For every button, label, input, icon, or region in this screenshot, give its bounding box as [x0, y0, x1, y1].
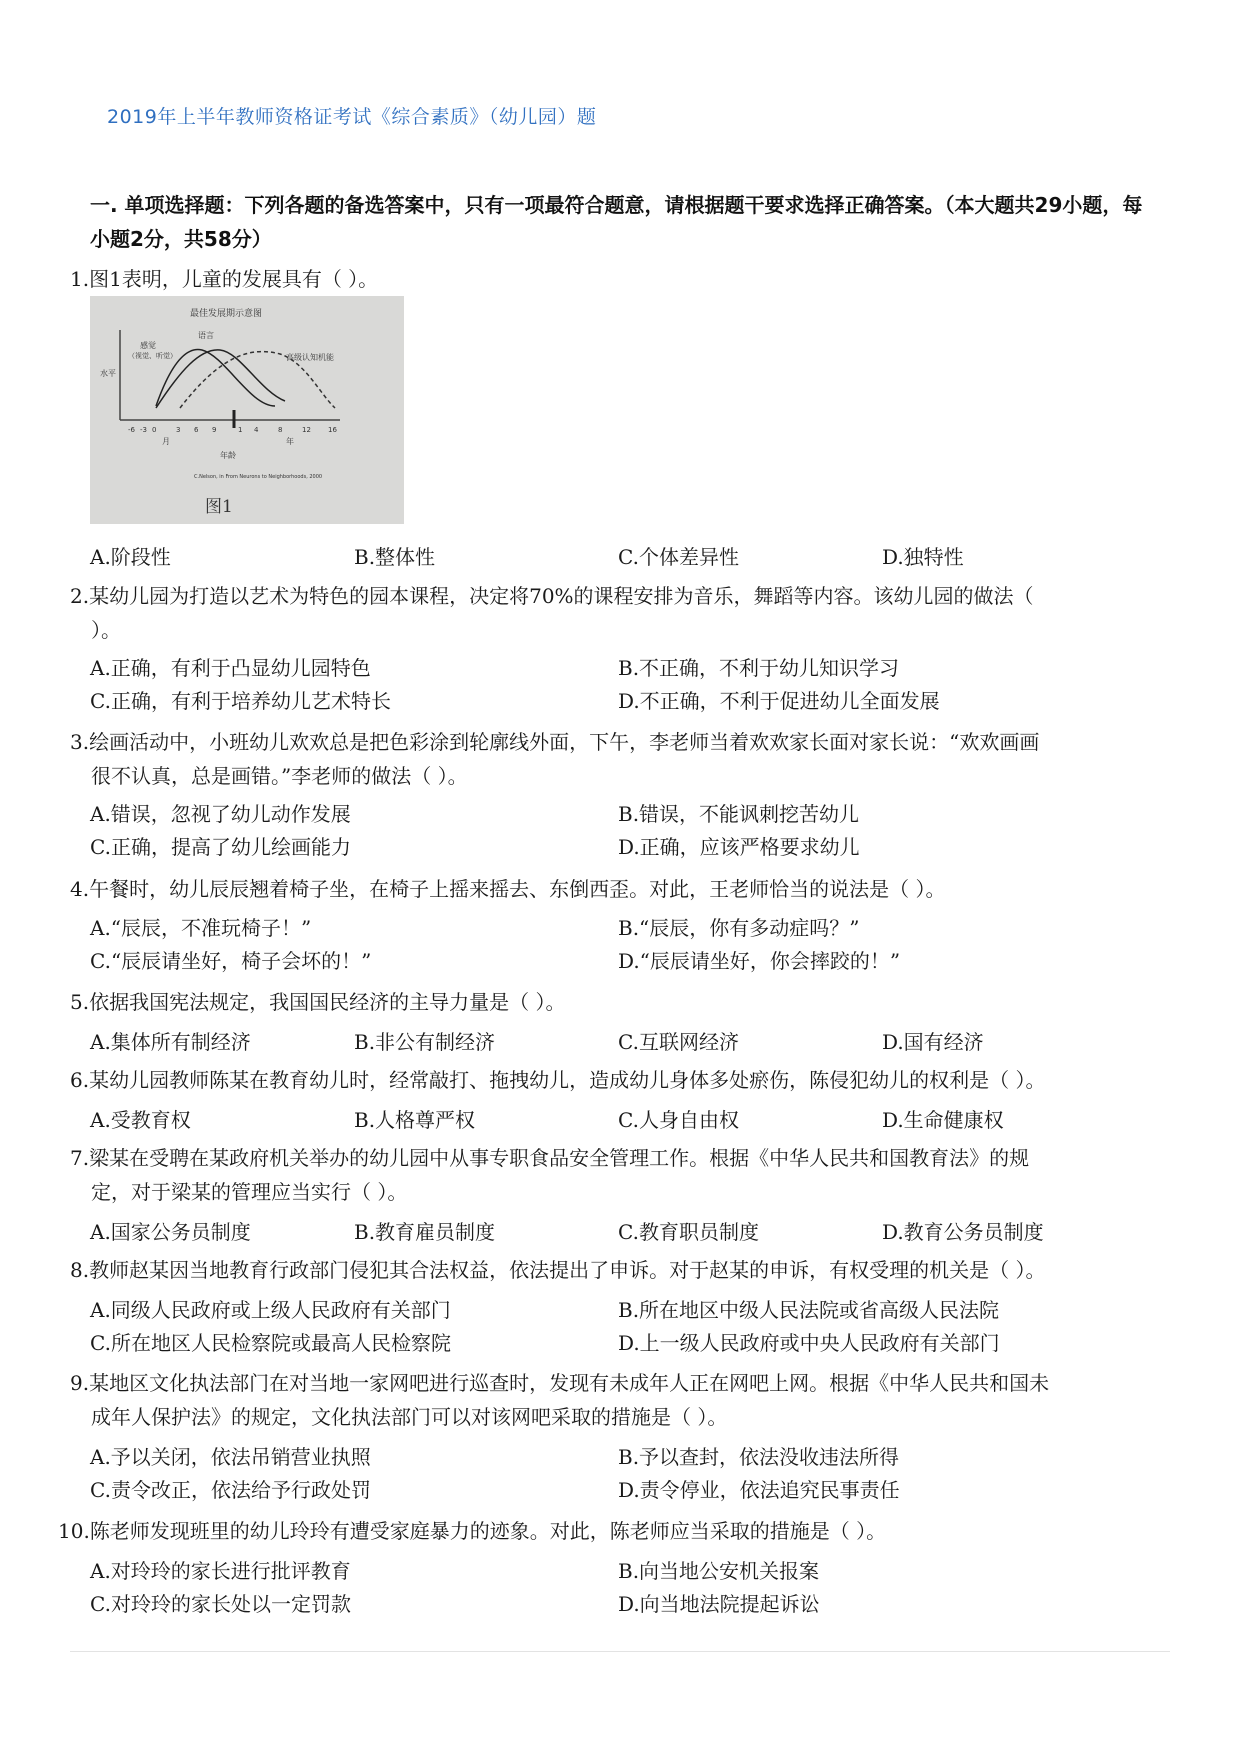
option-a[interactable]: A.阶段性 — [90, 545, 171, 569]
option-a[interactable]: A.予以关闭，依法吊销营业执照 — [90, 1445, 371, 1469]
question-text: 午餐时，幼儿辰辰翘着椅子坐，在椅子上摇来摇去、东倒西歪。对此，王老师恰当的说法是（ ）。 — [89, 877, 946, 901]
option-c[interactable]: C.人身自由权 — [618, 1108, 739, 1132]
option-c[interactable]: C.“辰辰请坐好，椅子会坏的！” — [90, 949, 372, 973]
question-number: 10. — [58, 1519, 90, 1543]
option-a[interactable]: A.对玲玲的家长进行批评教育 — [90, 1559, 351, 1583]
question-9-options — [90, 1441, 1150, 1507]
cognitive-label: 高级认知机能 — [286, 353, 334, 362]
option-d[interactable]: D.国有经济 — [882, 1030, 984, 1054]
question-number: 3. — [70, 730, 90, 754]
development-chart — [90, 296, 404, 524]
sense-sub-label: （视觉、听觉） — [128, 352, 177, 360]
question-text-cont: ）。 — [91, 618, 121, 642]
question-2-options — [90, 652, 1150, 718]
y-axis-label: 水平 — [100, 369, 116, 378]
option-b[interactable]: B.向当地公安机关报案 — [618, 1559, 820, 1583]
option-b[interactable]: B.人格尊严权 — [354, 1108, 476, 1132]
option-c[interactable]: C.责令改正，依法给予行政处罚 — [90, 1478, 371, 1502]
question-number: 8. — [70, 1258, 90, 1282]
option-a[interactable]: A.集体所有制经济 — [90, 1030, 251, 1054]
x-tick-label: 1 — [238, 426, 243, 434]
option-b[interactable]: B.错误，不能讽刺挖苦幼儿 — [618, 802, 860, 826]
option-d[interactable]: D.生命健康权 — [882, 1108, 1004, 1132]
question-number: 9. — [70, 1371, 90, 1395]
question-3-options — [90, 798, 1150, 864]
development-figure — [90, 296, 404, 524]
question-8-options — [90, 1294, 1150, 1360]
question-number: 6. — [70, 1068, 90, 1092]
year-label: 年 — [286, 437, 294, 446]
option-d[interactable]: D.不正确，不利于促进幼儿全面发展 — [618, 689, 940, 713]
option-d[interactable]: D.责令停业，依法追究民事责任 — [618, 1478, 900, 1502]
question-5 — [70, 985, 1150, 1019]
question-8 — [70, 1253, 1150, 1287]
x-tick-label: 8 — [278, 426, 283, 434]
x-tick-label: 3 — [176, 426, 181, 434]
option-d[interactable]: D.“辰辰请坐好，你会摔跤的！” — [618, 949, 901, 973]
section-heading: 一. 单项选择题：下列各题的备选答案中，只有一项最符合题意，请根据题干要求选择正确答案。（本大题共29小题，每小题2分，共58分） — [90, 193, 1143, 251]
question-text: 教师赵某因当地教育行政部门侵犯其合法权益，依法提出了申诉。对于赵某的申诉，有权受理的机关是（ ）。 — [89, 1258, 1046, 1282]
question-10 — [58, 1514, 1138, 1548]
question-text: 图1表明，儿童的发展具有（ ）。 — [89, 267, 379, 291]
question-number: 5. — [70, 990, 90, 1014]
figure-credit: C.Nelson, in From Neurons to Neighborhoods, 2000 — [194, 474, 323, 480]
bottom-divider — [70, 1651, 1170, 1652]
option-d[interactable]: D.正确，应该严格要求幼儿 — [618, 835, 860, 859]
question-1 — [70, 262, 1150, 296]
question-9 — [70, 1366, 1150, 1434]
option-b[interactable]: B.予以查封，依法没收违法所得 — [618, 1445, 900, 1469]
question-2 — [70, 579, 1150, 647]
question-text-cont: 很不认真，总是画错。”李老师的做法（ ）。 — [91, 764, 468, 788]
option-b[interactable]: B.非公有制经济 — [354, 1030, 496, 1054]
x-tick-label: 0 — [152, 426, 157, 434]
question-7 — [70, 1141, 1150, 1209]
question-number: 2. — [70, 584, 90, 608]
option-d[interactable]: D.教育公务员制度 — [882, 1220, 1044, 1244]
figure-label: 图1 — [205, 497, 233, 517]
option-c[interactable]: C.正确，提高了幼儿绘画能力 — [90, 835, 351, 859]
x-tick-label: 12 — [302, 426, 311, 434]
option-a[interactable]: A.同级人民政府或上级人民政府有关部门 — [90, 1298, 451, 1322]
question-number: 4. — [70, 877, 90, 901]
option-d[interactable]: D.上一级人民政府或中央人民政府有关部门 — [618, 1331, 1000, 1355]
option-a[interactable]: A.国家公务员制度 — [90, 1220, 251, 1244]
option-c[interactable]: C.所在地区人民检察院或最高人民检察院 — [90, 1331, 451, 1355]
language-label: 语言 — [198, 331, 214, 340]
option-c[interactable]: C.对玲玲的家长处以一定罚款 — [90, 1592, 351, 1616]
sense-label: 感觉 — [140, 341, 156, 350]
question-4 — [70, 872, 1150, 906]
option-b[interactable]: B.“辰辰，你有多动症吗？” — [618, 916, 860, 940]
option-d[interactable]: D.独特性 — [882, 545, 964, 569]
question-text: 陈老师发现班里的幼儿玲玲有遭受家庭暴力的迹象。对此，陈老师应当采取的措施是（ ）。 — [89, 1519, 887, 1543]
month-label: 月 — [162, 437, 170, 446]
question-4-options — [90, 912, 1150, 978]
question-text: 梁某在受聘在某政府机关举办的幼儿园中从事专职食品安全管理工作。根据《中华人民共和国教育法》的规 — [89, 1146, 1030, 1170]
x-tick-label: 16 — [328, 426, 337, 434]
document-title: 2019年上半年教师资格证考试《综合素质》（幼儿园）题 — [107, 106, 597, 128]
question-text-cont: 定，对于梁某的管理应当实行（ ）。 — [91, 1180, 408, 1204]
x-tick-label: 9 — [212, 426, 217, 434]
option-b[interactable]: B.不正确，不利于幼儿知识学习 — [618, 656, 900, 680]
question-text: 某地区文化执法部门在对当地一家网吧进行巡查时，发现有未成年人正在网吧上网。根据《中华人民共和国未 — [89, 1371, 1050, 1395]
option-c[interactable]: C.教育职员制度 — [618, 1220, 759, 1244]
question-number: 7. — [70, 1146, 90, 1170]
option-d[interactable]: D.向当地法院提起诉讼 — [618, 1592, 820, 1616]
option-c[interactable]: C.个体差异性 — [618, 545, 739, 569]
figure-caption: 最佳发展期示意图 — [190, 309, 263, 319]
x-tick-label: -3 — [140, 426, 147, 434]
question-text: 某幼儿园为打造以艺术为特色的园本课程，决定将70%的课程安排为音乐，舞蹈等内容。该幼儿园的做法（ — [89, 584, 1034, 608]
option-a[interactable]: A.错误，忽视了幼儿动作发展 — [90, 802, 351, 826]
option-c[interactable]: C.正确，有利于培养幼儿艺术特长 — [90, 689, 391, 713]
age-label: 年龄 — [220, 451, 236, 460]
option-a[interactable]: A.受教育权 — [90, 1108, 191, 1132]
question-text: 某幼儿园教师陈某在教育幼儿时，经常敲打、拖拽幼儿，造成幼儿身体多处瘀伤，陈侵犯幼儿的权利是（ ）。 — [89, 1068, 1046, 1092]
option-a[interactable]: A.正确，有利于凸显幼儿园特色 — [90, 656, 371, 680]
x-tick-label: 6 — [194, 426, 199, 434]
option-c[interactable]: C.互联网经济 — [618, 1030, 739, 1054]
question-text: 绘画活动中，小班幼儿欢欢总是把色彩涂到轮廓线外面，下午，李老师当着欢欢家长面对家长说：“欢欢画画 — [89, 730, 1040, 754]
option-b[interactable]: B.所在地区中级人民法院或省高级人民法院 — [618, 1298, 1000, 1322]
question-text-cont: 成年人保护法》的规定，文化执法部门可以对该网吧采取的措施是（ ）。 — [91, 1405, 728, 1429]
option-b[interactable]: B.教育雇员制度 — [354, 1220, 496, 1244]
question-10-options — [90, 1555, 1150, 1621]
question-number: 1. — [70, 267, 90, 291]
question-3 — [70, 725, 1150, 793]
option-b[interactable]: B.整体性 — [354, 545, 436, 569]
question-text: 依据我国宪法规定，我国国民经济的主导力量是（ ）。 — [89, 990, 566, 1014]
question-6 — [70, 1063, 1150, 1097]
x-tick-label: -6 — [128, 426, 135, 434]
option-a[interactable]: A.“辰辰，不准玩椅子！” — [90, 916, 312, 940]
x-tick-label: 4 — [254, 426, 259, 434]
